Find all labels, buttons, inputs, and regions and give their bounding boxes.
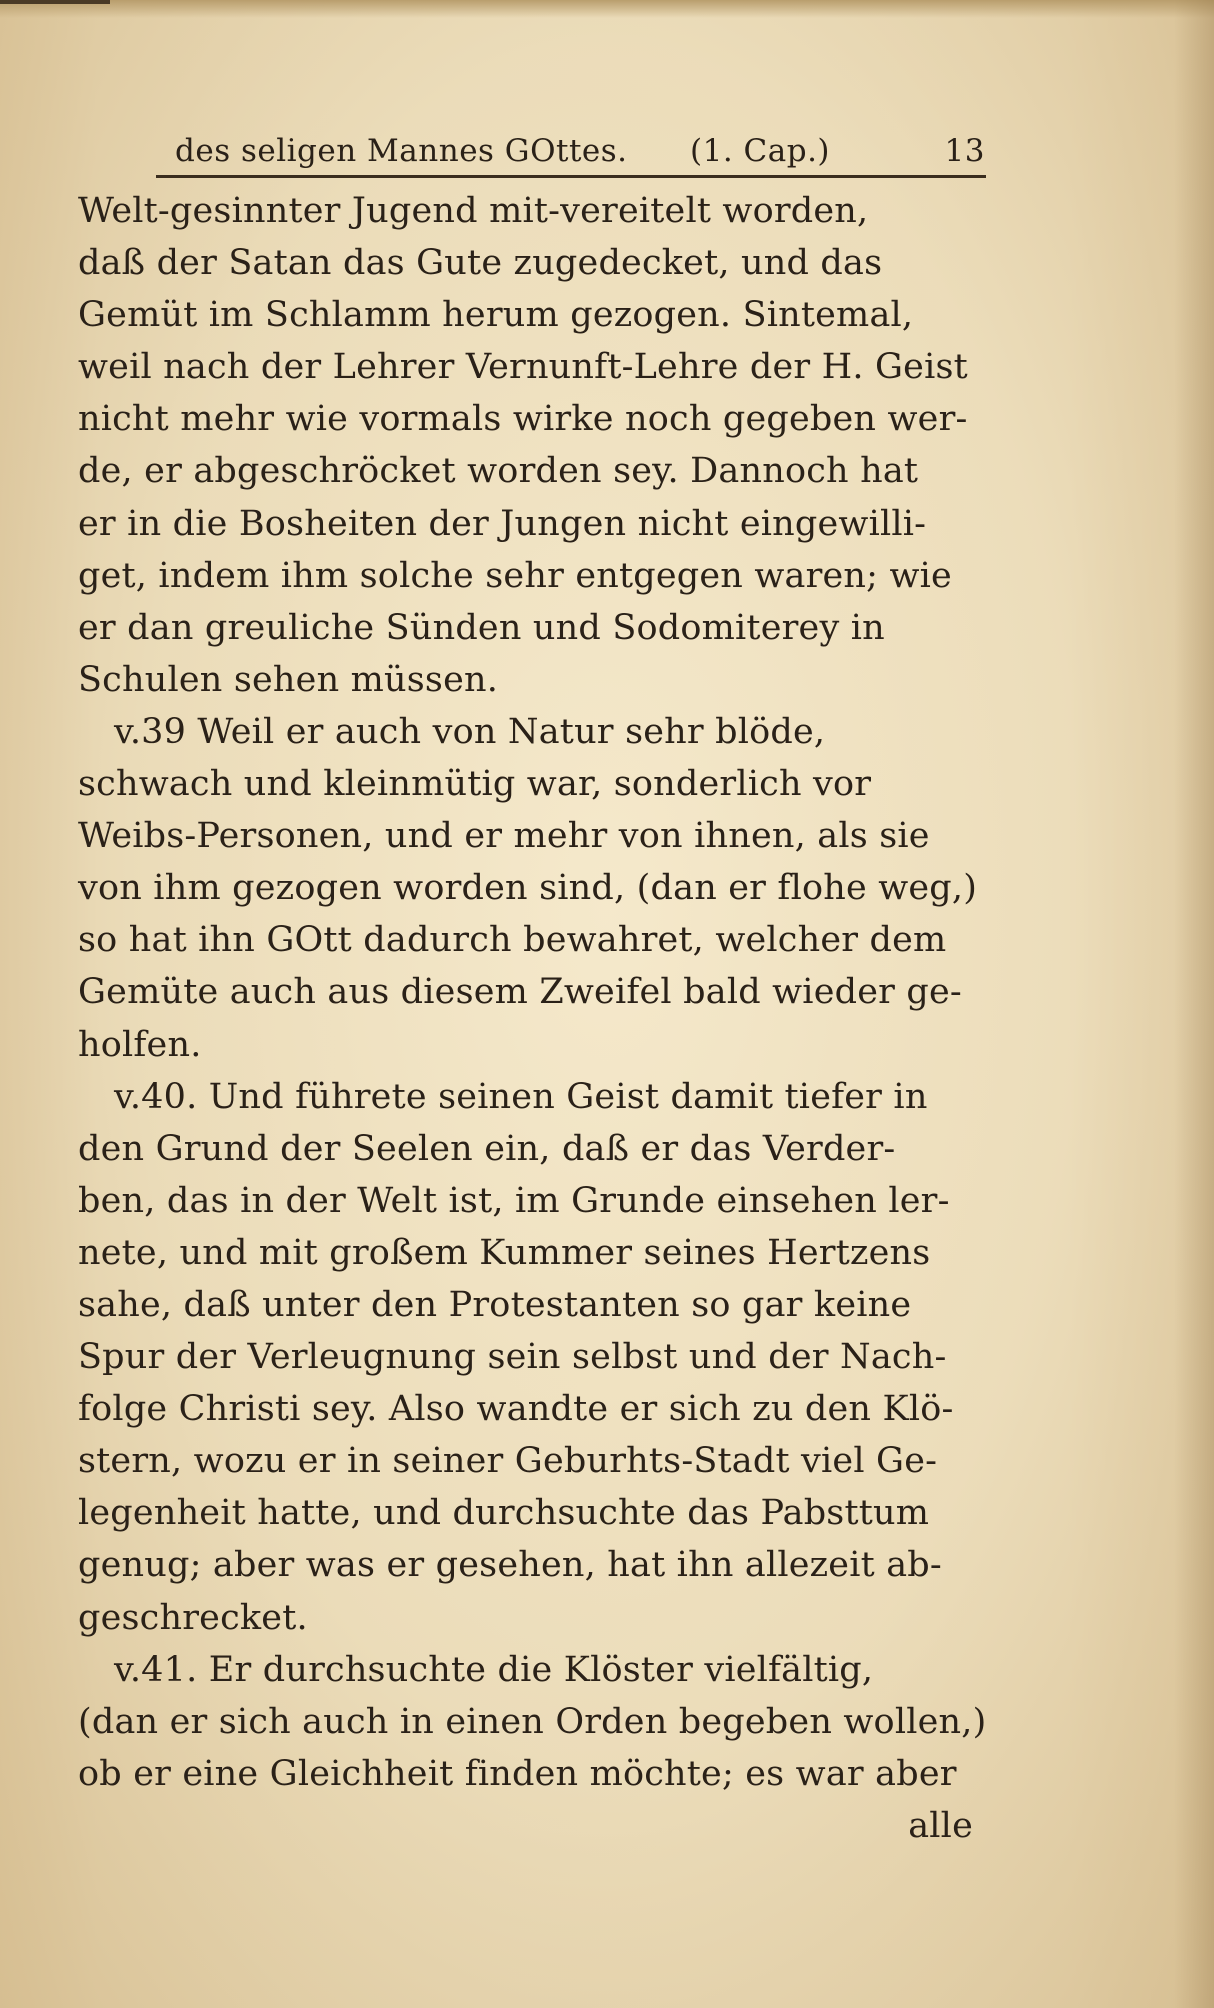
- text-line: schwach und kleinmütig war, sonderlich vor: [78, 764, 872, 805]
- text-line: legenheit hatte, und durchsuchte das Pabsttum: [78, 1493, 930, 1534]
- text-line: Gemüte auch aus diesem Zweifel bald wieder ge-: [78, 972, 962, 1013]
- text-line: genug; aber was er gesehen, hat ihn allezeit ab-: [78, 1545, 942, 1586]
- text-line: folge Christi sey. Also wandte er sich zu den Klö-: [78, 1389, 954, 1430]
- text-line: holfen.: [78, 1024, 202, 1065]
- text-line: weil nach der Lehrer Vernunft-Lehre der H. Geist: [78, 347, 968, 388]
- body-text: [78, 185, 987, 1852]
- text-line: Gemüt im Schlamm herum gezogen. Sintemal,: [78, 295, 914, 336]
- header-rule: [156, 175, 986, 178]
- text-line: sahe, daß unter den Protestanten so gar keine: [78, 1284, 912, 1325]
- verse-start-line: v.40. Und führete seinen Geist damit tiefer in: [114, 1076, 928, 1117]
- catchword: alle: [908, 1805, 973, 1846]
- page-right-shadow: [1174, 0, 1214, 2008]
- verse-start-line: v.39 Weil er auch von Natur sehr blöde,: [114, 711, 826, 752]
- text-line: (dan er sich auch in einen Orden begeben wollen,): [78, 1701, 987, 1742]
- text-line: nete, und mit großem Kummer seines Hertzens: [78, 1232, 931, 1273]
- text-line: den Grund der Seelen ein, daß er das Verder-: [78, 1128, 896, 1169]
- page-top-shadow: [0, 0, 1214, 18]
- text-line: Schulen sehen müssen.: [78, 659, 499, 700]
- text-line: geschrecket.: [78, 1597, 308, 1638]
- text-line: stern, wozu er in seiner Geburhts-Stadt viel Ge-: [78, 1441, 938, 1482]
- text-line: Spur der Verleugnung sein selbst und der Nach-: [78, 1337, 947, 1378]
- verse-start-line: v.41. Er durchsuchte die Klöster vielfältig,: [114, 1649, 874, 1690]
- page-number: 13: [944, 133, 985, 169]
- text-line: ben, das in der Welt ist, im Grunde einsehen ler-: [78, 1180, 950, 1221]
- chapter-label: (1. Cap.): [690, 133, 831, 169]
- text-line: so hat ihn GOtt dadurch bewahret, welcher dem: [78, 920, 947, 961]
- top-margin-rule: [0, 0, 110, 4]
- text-line: nicht mehr wie vormals wirke noch gegeben wer-: [78, 399, 968, 440]
- text-line: Welt-gesinnter Jugend mit-vereitelt worden,: [78, 191, 869, 231]
- text-line: Weibs-Personen, und er mehr von ihnen, als sie: [78, 816, 930, 857]
- text-line: ob er eine Gleichheit finden möchte; es war aber: [78, 1753, 957, 1794]
- text-line: er in die Bosheiten der Jungen nicht eingewilli-: [78, 503, 927, 544]
- text-line: de, er abgeschröcket worden sey. Dannoch hat: [78, 451, 919, 492]
- text-line: er dan greuliche Sünden und Sodomiterey in: [78, 607, 885, 648]
- running-header: [175, 133, 985, 177]
- text-line: von ihm gezogen worden sind, (dan er flohe weg,): [78, 868, 978, 909]
- text-line: daß der Satan das Gute zugedecket, und das: [78, 243, 883, 284]
- running-title: des seligen Mannes GOttes.: [175, 133, 628, 169]
- text-line: get, indem ihm solche sehr entgegen waren; wie: [78, 555, 952, 596]
